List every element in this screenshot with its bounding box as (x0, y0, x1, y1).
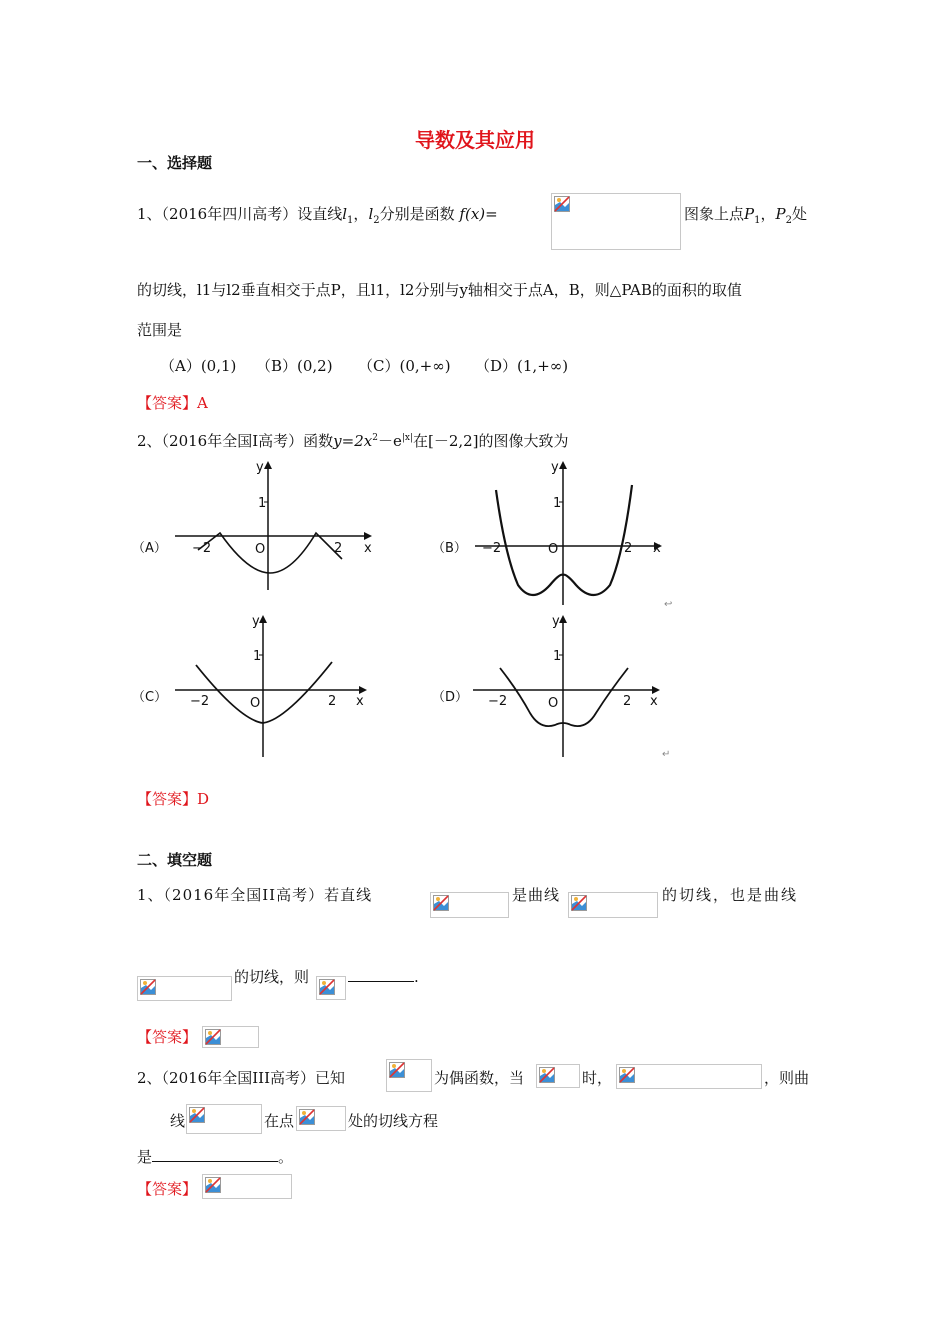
q3-blank-row (348, 967, 419, 987)
broken-image-icon (539, 1067, 555, 1083)
section-heading-fill: 二、填空题 (137, 851, 213, 869)
q1-p1-sub: 1 (754, 215, 761, 226)
q1-formula-image (551, 193, 681, 250)
q3-text-a (137, 885, 372, 905)
q4-text-c: 时， (582, 1069, 613, 1087)
q1-line2: 的切线，l1与l2垂直相交于点P，且l1，l2分别与y轴相交于点A，B，则△PAB的面积的取值 (137, 281, 742, 299)
q4-answer (137, 1178, 197, 1199)
q4-answer-label: 【答案】 (137, 1180, 198, 1198)
q4-f-image (386, 1059, 432, 1092)
graph-b-left-tick: −2 (482, 541, 502, 556)
graph-c-left-tick: −2 (190, 694, 210, 709)
q4-text-b: 为偶函数，当 (434, 1069, 525, 1087)
q4-text-e: 线 (170, 1112, 186, 1130)
q4-blank-row (137, 1147, 293, 1167)
section-heading-choice: 一、选择题 (137, 154, 213, 172)
return-mark-1: ↩ (664, 599, 673, 610)
q1-line3: 范围是 (137, 321, 183, 339)
q2-graphs-figure (120, 455, 690, 765)
broken-image-icon (619, 1067, 635, 1083)
q1-comma-2: ， (760, 205, 776, 223)
q4-answer-blank[interactable] (152, 1147, 278, 1162)
q4-text-i: 。 (278, 1148, 294, 1166)
q4-curve-image (186, 1104, 262, 1134)
q4-cond-image (536, 1064, 580, 1088)
q2-func: y=2x (333, 432, 373, 450)
q1-line1 (137, 204, 498, 231)
q3-line-image (430, 892, 509, 918)
graph-a-right-tick: 2 (334, 541, 343, 556)
q3-text-b: 是曲线 (512, 886, 561, 904)
graph-b-curve (496, 485, 632, 595)
q4-text-f: 在点 (264, 1112, 295, 1130)
q1-text-b: 分别是函数 (379, 205, 455, 223)
graph-d-xaxis-label: x (650, 694, 658, 709)
q1-text-c: 图象上点 (684, 205, 745, 223)
q2-text-c: 在[－2,2]的图像大致为 (412, 432, 569, 450)
graph-d-label: （D） (432, 690, 469, 705)
q2-answer (137, 788, 209, 809)
graph-a-left-tick: −2 (192, 541, 212, 556)
page-title: 导数及其应用 (415, 128, 535, 152)
q2-text-b: －e (377, 432, 402, 450)
q4-text-a (137, 1068, 345, 1088)
q1-l2-sub: 2 (373, 215, 380, 226)
q1-p1: P (744, 205, 755, 223)
graph-b-origin: O (548, 542, 559, 557)
broken-image-icon (389, 1062, 405, 1078)
graph-c-label: （C） (132, 690, 168, 705)
return-mark-2: ↵ (662, 749, 671, 760)
q1-comma: ， (353, 205, 369, 223)
graph-c-yaxis-label: y (252, 614, 260, 629)
graph-b-yaxis-label: y (551, 460, 559, 475)
graph-c-origin: O (250, 696, 261, 711)
q3-answer-label: 【答案】 (137, 1028, 198, 1046)
q2-text-a: （2016年全国I高考）函数 (161, 432, 334, 450)
q3-answer-blank[interactable] (348, 967, 414, 982)
q2-line (137, 428, 569, 451)
graph-b (432, 460, 672, 610)
q1-answer-label: 【答案】 (137, 394, 198, 412)
broken-image-icon (205, 1029, 221, 1045)
graph-a-label: （A） (132, 541, 167, 556)
q3-answer (137, 1026, 197, 1047)
q4-def-image (616, 1064, 762, 1089)
q4-text-a-span: （2016年全国III高考）已知 (161, 1069, 345, 1087)
q1-answer (137, 392, 208, 413)
q1-line1-tail (684, 204, 807, 231)
q3-text-a-span: （2016年全国II高考）若直线 (163, 886, 373, 904)
q1-option-a: （A）(0,1) (160, 357, 237, 375)
graph-a-curve (198, 533, 342, 573)
q4-text-g: 处的切线方程 (348, 1112, 439, 1130)
q1-l2: l (368, 205, 374, 223)
q1-answer-value: A (197, 394, 208, 412)
graph-d-origin: O (548, 696, 559, 711)
graph-d-ytick: 1 (553, 649, 562, 664)
q1-option-c: （C）(0,+∞) (358, 357, 451, 375)
graph-a (132, 460, 372, 590)
q1-fx: f(x)= (459, 205, 498, 223)
graph-d-yaxis-label: y (552, 614, 560, 629)
graph-d-curve (500, 668, 628, 726)
graph-a-origin: O (255, 542, 266, 557)
q3-curve1-image (568, 892, 658, 918)
q1-option-b: （B）(0,2) (256, 357, 333, 375)
q1-p2-sub: 2 (785, 215, 792, 226)
graph-c-right-tick: 2 (328, 694, 337, 709)
broken-image-icon (205, 1177, 221, 1193)
broken-image-icon (299, 1109, 315, 1125)
graph-d (432, 614, 670, 760)
graph-a-ytick: 1 (258, 496, 267, 511)
graph-a-yaxis-label: y (256, 460, 264, 475)
q4-number: 2、 (137, 1069, 162, 1087)
graph-d-right-tick: 2 (623, 694, 632, 709)
graph-b-xaxis-label: x (653, 541, 661, 556)
graph-c-curve (196, 662, 332, 723)
q4-text-h: 是 (137, 1148, 153, 1166)
q4-point-image (296, 1106, 346, 1131)
q3-curve2-image (137, 976, 232, 1001)
q3-number: 1、 (137, 886, 164, 904)
q3-text-d: 的切线，则 (234, 968, 310, 986)
q4-text-d: ，则曲 (764, 1069, 810, 1087)
broken-image-icon (554, 196, 570, 212)
broken-image-icon (433, 895, 449, 911)
q3-answer-image (202, 1026, 259, 1048)
q2-answer-value: D (197, 790, 210, 808)
q3-text-e: . (414, 968, 419, 986)
graph-a-xaxis-label: x (364, 541, 372, 556)
q3-b-image (316, 976, 346, 1000)
q1-option-d: （D）(1,+∞) (475, 357, 569, 375)
graph-d-left-tick: −2 (488, 694, 508, 709)
q1-l1-sub: 1 (347, 215, 354, 226)
broken-image-icon (571, 895, 587, 911)
graph-b-label: （B） (432, 541, 467, 556)
broken-image-icon (140, 979, 156, 995)
broken-image-icon (189, 1107, 205, 1123)
q2-answer-label: 【答案】 (137, 790, 198, 808)
q1-l1: l (342, 205, 348, 223)
graph-b-ytick: 1 (553, 496, 562, 511)
graph-c-ytick: 1 (253, 649, 262, 664)
q1-text-a: （2016年四川高考）设直线 (161, 205, 343, 223)
q3-text-c: 的切线，也是曲线 (662, 886, 799, 904)
q4-answer-image (202, 1174, 292, 1199)
q1-text-d: 处 (791, 205, 807, 223)
graph-c-xaxis-label: x (356, 694, 364, 709)
broken-image-icon (319, 979, 335, 995)
q2-sup2: |x| (401, 433, 413, 443)
graph-b-right-tick: 2 (624, 541, 633, 556)
q1-number: 1、 (137, 205, 162, 223)
q2-sup: 2 (372, 433, 378, 443)
q2-number: 2、 (137, 432, 162, 450)
q1-p2: P (775, 205, 786, 223)
graph-c (132, 614, 367, 757)
